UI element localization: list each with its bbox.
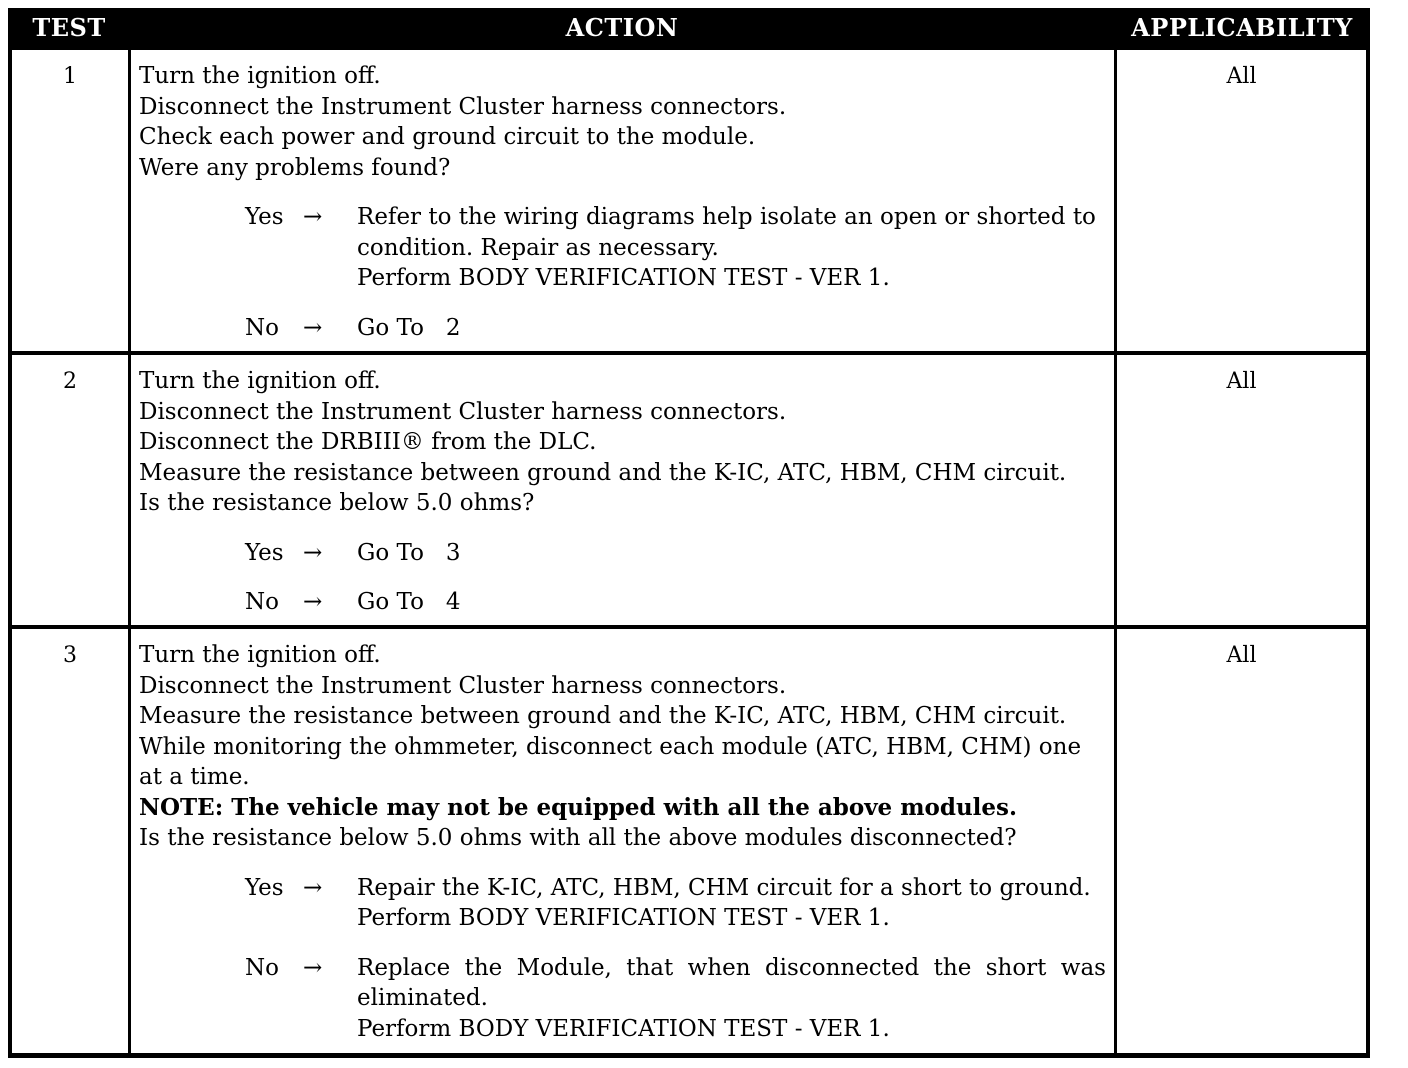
yes-option	[245, 202, 1106, 294]
no-label: No	[245, 589, 279, 615]
arrow-icon: →	[303, 539, 323, 566]
action-line: Turn the ignition off.	[139, 63, 381, 89]
header-test: TEST	[32, 13, 106, 42]
arrow-icon: →	[303, 204, 323, 230]
yes-result	[357, 538, 1106, 569]
action-line: Disconnect the Instrument Cluster harness connectors.	[139, 93, 787, 120]
header-action: ACTION	[565, 13, 679, 42]
diagnostic-table	[8, 8, 1370, 1058]
test-number	[12, 629, 128, 1053]
action-cell	[131, 50, 1114, 351]
action-line: Measure the resistance between ground and the K-IC, ATC, HBM, CHM circuit.	[139, 703, 1067, 729]
action-line: While monitoring the ohmmeter, disconnect each module (ATC, HBM, CHM) one at a time.	[139, 733, 1082, 790]
applicability-cell	[1117, 629, 1366, 1053]
action-line: Were any problems found?	[139, 154, 451, 181]
yes-result	[357, 873, 1106, 934]
action-line: Disconnect the Instrument Cluster harness connectors.	[139, 672, 787, 699]
action-line: Check each power and ground circuit to the module.	[139, 124, 756, 150]
applicability-text: All	[1226, 64, 1257, 89]
no-result	[357, 953, 1106, 1045]
yes-label: Yes	[245, 874, 284, 901]
yes-result	[357, 202, 1106, 294]
action-cell	[131, 629, 1114, 1053]
note-text: NOTE: The vehicle may not be equipped with all the above modules.	[139, 793, 1018, 821]
result-line: Go To 4	[357, 589, 461, 615]
applicability-text: All	[1226, 369, 1257, 394]
action-line: Disconnect the DRBIII® from the DLC.	[139, 429, 597, 455]
result-line: Perform BODY VERIFICATION TEST - VER 1.	[357, 1015, 890, 1042]
yes-option	[245, 873, 1106, 934]
test-number-text: 1	[63, 64, 77, 89]
result-line: Go To 2	[357, 314, 461, 341]
no-label: No	[245, 314, 279, 341]
action-cell	[131, 355, 1114, 625]
result-line: Refer to the wiring diagrams help isolate an open or shorted to	[357, 204, 1096, 230]
yes-option	[245, 538, 1106, 569]
result-line: Repair the K-IC, ATC, HBM, CHM circuit for a short to ground.	[357, 874, 1091, 901]
result-line: Perform BODY VERIFICATION TEST - VER 1.	[357, 265, 890, 291]
result-line: Go To 3	[357, 539, 461, 566]
test-number-text: 3	[63, 643, 77, 668]
arrow-icon: →	[303, 314, 323, 341]
no-option	[245, 953, 1106, 1045]
test-number	[12, 355, 128, 625]
applicability-cell	[1117, 50, 1366, 351]
action-line: Disconnect the Instrument Cluster harness connectors.	[139, 398, 787, 425]
no-option	[245, 313, 1106, 344]
applicability-cell	[1117, 355, 1366, 625]
action-line: Measure the resistance between ground and the K-IC, ATC, HBM, CHM circuit.	[139, 459, 1067, 486]
no-option	[245, 587, 1106, 618]
header-applicability: APPLICABILITY	[1131, 13, 1353, 42]
arrow-icon: →	[303, 954, 323, 981]
arrow-icon: →	[303, 589, 323, 615]
test-number-text: 2	[63, 369, 77, 394]
yes-label: Yes	[245, 539, 284, 566]
action-line: Turn the ignition off.	[139, 642, 381, 668]
arrow-icon: →	[303, 874, 323, 901]
result-line: Perform BODY VERIFICATION TEST - VER 1.	[357, 905, 890, 931]
result-line: condition. Repair as necessary.	[357, 234, 719, 261]
question-text: Is the resistance below 5.0 ohms with all the above modules disconnected?	[139, 825, 1017, 851]
no-result	[357, 313, 1106, 344]
action-line: Is the resistance below 5.0 ohms?	[139, 490, 535, 516]
result-line: Replace the Module, that when disconnected the short was eliminated.	[357, 954, 1106, 1011]
yes-label: Yes	[245, 204, 284, 230]
action-line: Turn the ignition off.	[139, 368, 381, 394]
no-result	[357, 587, 1106, 618]
no-label: No	[245, 954, 279, 981]
applicability-text: All	[1226, 643, 1257, 668]
test-number	[12, 50, 128, 351]
